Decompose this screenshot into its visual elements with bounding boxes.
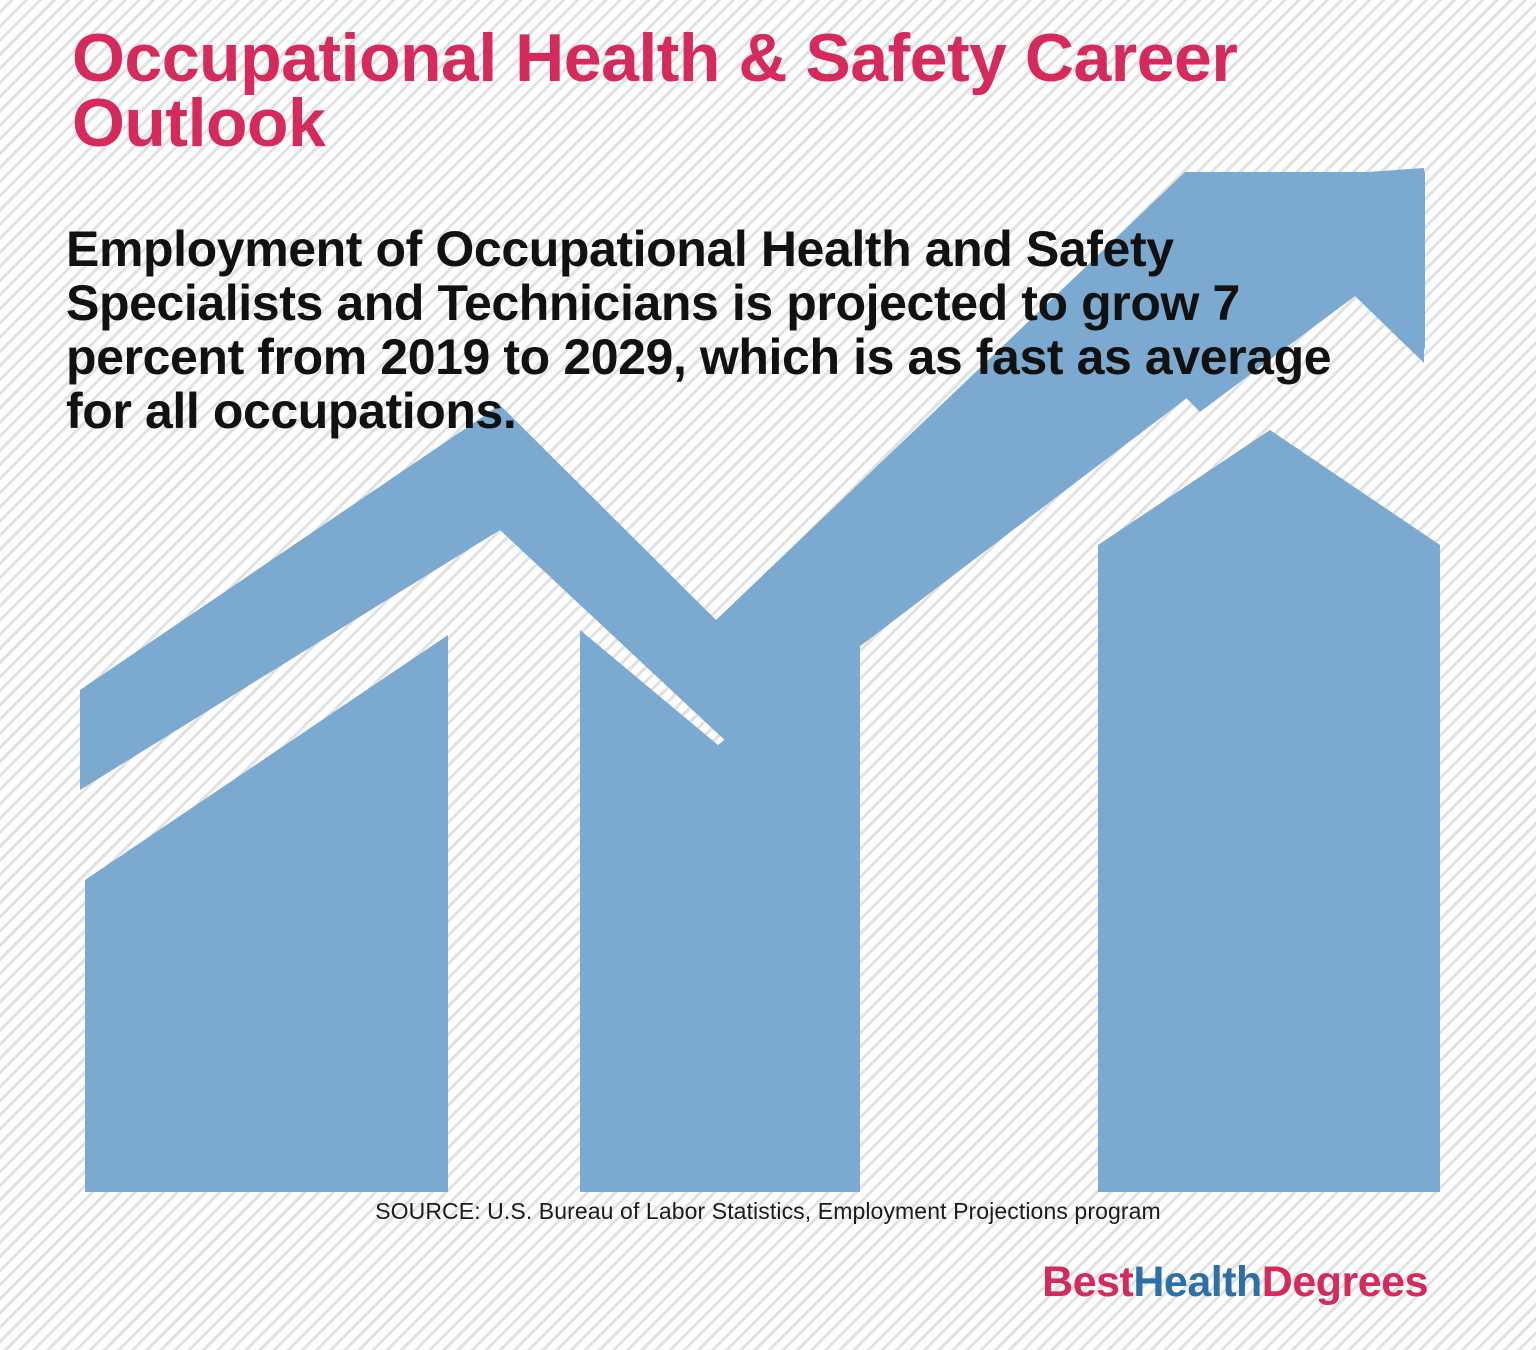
subtitle-text: Employment of Occupational Health and Safety Specialists and Technicians is projected to grow 7 percent from 2019 to 2029, which is as fast as average for all occupations. bbox=[66, 221, 1332, 439]
brand-part-health: Health bbox=[1133, 1258, 1262, 1306]
brand-logo bbox=[1042, 1258, 1428, 1307]
page-title: Occupational Health & Safety Career Outlook bbox=[72, 20, 1238, 161]
brand-part-best: Best bbox=[1042, 1258, 1134, 1306]
source-note: SOURCE: U.S. Bureau of Labor Statistics, Employment Projections program bbox=[375, 1198, 1161, 1224]
brand-part-degrees: Degrees bbox=[1261, 1258, 1428, 1306]
